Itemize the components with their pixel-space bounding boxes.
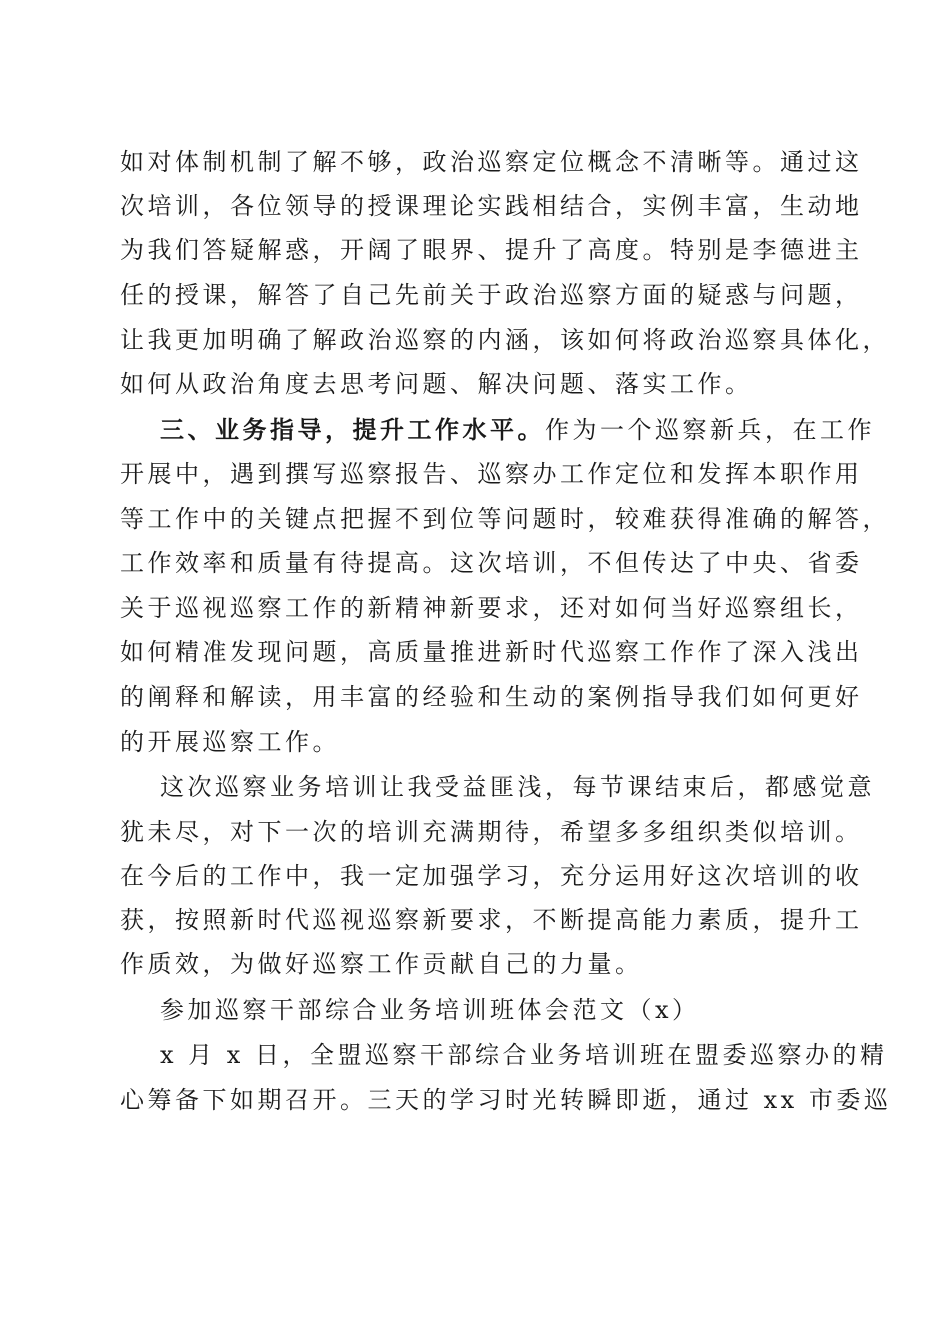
article-title: 参加巡察干部综合业务培训班体会范文（x）	[160, 996, 700, 1024]
text-line: 犹未尽，对下一次的培训充满期待，希望多多组织类似培训。	[120, 818, 863, 846]
section-heading: 三、业务指导，提升工作水平。	[160, 416, 545, 444]
text-line: 如何精准发现问题，高质量推进新时代巡察工作作了深入浅出	[120, 638, 863, 666]
text-line: 等工作中的关键点把握不到位等问题时，较难获得准确的解答，	[120, 505, 890, 533]
text-line: 这次巡察业务培训让我受益匪浅，每节课结束后，都感觉意	[160, 773, 875, 801]
text-line: 为我们答疑解惑，开阔了眼界、提升了高度。特别是李德进主	[120, 236, 863, 264]
text-line: 心筹备下如期召开。三天的学习时光转瞬即逝，通过 xx 市委巡	[120, 1086, 892, 1114]
text-line: 工作效率和质量有待提高。这次培训，不但传达了中央、省委	[120, 549, 863, 577]
text-line: 关于巡视巡察工作的新精神新要求，还对如何当好巡察组长，	[120, 594, 863, 622]
text-line: 如对体制机制了解不够，政治巡察定位概念不清晰等。通过这	[120, 148, 863, 176]
text-line: x 月 x 日，全盟巡察干部综合业务培训班在盟委巡察办的精	[160, 1041, 888, 1069]
section-heading-line	[160, 408, 875, 452]
text-line: 获，按照新时代巡视巡察新要求，不断提高能力素质，提升工	[120, 906, 863, 934]
text-line: 的开展巡察工作。	[120, 728, 340, 756]
text-line: 在今后的工作中，我一定加强学习，充分运用好这次培训的收	[120, 862, 863, 890]
section-heading-rest: 作为一个巡察新兵，在工作	[545, 416, 875, 444]
text-line: 次培训，各位领导的授课理论实践相结合，实例丰富，生动地	[120, 192, 863, 220]
text-line: 作质效，为做好巡察工作贡献自己的力量。	[120, 950, 643, 978]
text-line: 如何从政治角度去思考问题、解决问题、落实工作。	[120, 370, 753, 398]
text-line: 开展中，遇到撰写巡察报告、巡察办工作定位和发挥本职作用	[120, 460, 863, 488]
text-line: 的阐释和解读，用丰富的经验和生动的案例指导我们如何更好	[120, 683, 863, 711]
text-line: 让我更加明确了解政治巡察的内涵，该如何将政治巡察具体化，	[120, 326, 890, 354]
text-line: 任的授课，解答了自己先前关于政治巡察方面的疑惑与问题，	[120, 281, 863, 309]
